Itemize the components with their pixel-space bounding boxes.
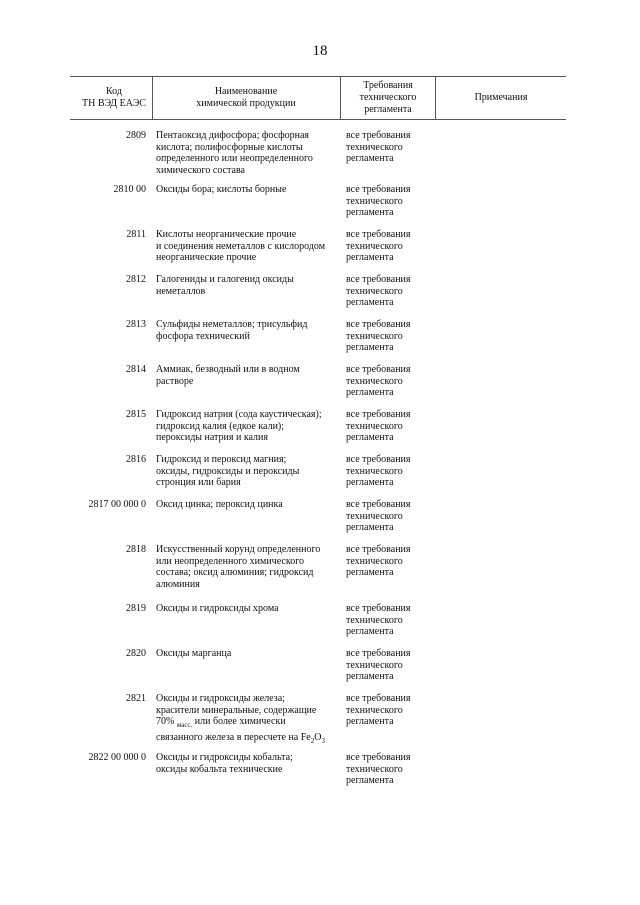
table-row <box>70 648 566 693</box>
row-name: Оксид цинка; пероксид цинка <box>156 499 283 510</box>
header-notes: Примечания <box>474 92 528 103</box>
row-requirements: все требования технического регламента <box>346 544 411 578</box>
row-name-line: связанного железа в пересчете на Fe <box>156 731 311 743</box>
table-row <box>70 364 566 409</box>
row-code: 2809 <box>126 130 146 141</box>
row-requirements: все требования технического регламента <box>346 130 411 164</box>
table-body <box>70 130 566 797</box>
formula-part: O <box>314 731 322 743</box>
row-requirements: все требования технического регламента <box>346 229 411 263</box>
row-name-line: красители минеральные, содержащие <box>156 704 317 716</box>
page-number: 18 <box>312 43 328 59</box>
row-name: Искусственный корунд определенного или неопределенного химического состава; оксид алюминия; гидроксид алюминия <box>156 544 321 590</box>
row-code: 2818 <box>126 544 146 555</box>
row-code: 2817 00 000 0 <box>88 499 146 510</box>
row-name: Гидроксид натрия (сода каустическая); гидроксид калия (едкое кали); пероксиды натрия и калия <box>156 409 322 443</box>
table-row <box>70 693 566 752</box>
table-row <box>70 184 566 229</box>
row-requirements: все требования технического регламента <box>346 319 411 353</box>
row-requirements: все требования технического регламента <box>346 454 411 488</box>
row-requirements: все требования технического регламента <box>346 648 411 682</box>
table-row <box>70 603 566 648</box>
row-code: 2814 <box>126 364 146 375</box>
row-name: Сульфиды неметаллов; трисульфид фосфора технический <box>156 319 308 342</box>
row-code: 2819 <box>126 603 146 614</box>
row-name: Пентаоксид дифосфора; фосфорная кислота; полифосфорные кислоты определенного или неопределенного химического состава <box>156 130 313 176</box>
row-requirements: все требования технического регламента <box>346 364 411 398</box>
row-name: Оксиды бора; кислоты борные <box>156 184 287 195</box>
row-name: Оксиды и гидроксиды кобальта; оксиды кобальта технические <box>156 752 293 775</box>
row-name: Гидроксид и пероксид магния; оксиды, гидроксиды и пероксиды стронция или бария <box>156 454 300 488</box>
row-code: 2822 00 000 0 <box>88 752 146 763</box>
row-name: Оксиды и гидроксиды хрома <box>156 603 279 614</box>
row-code: 2812 <box>126 274 146 285</box>
row-name: Кислоты неорганические прочие и соединения неметаллов с кислородом неорганические прочие <box>156 229 326 263</box>
row-name: Аммиак, безводный или в водном растворе <box>156 364 300 387</box>
row-name: Галогениды и галогенид оксиды неметаллов <box>156 274 294 297</box>
row-name-line: 70% <box>156 716 177 727</box>
row-code: 2811 <box>126 229 146 240</box>
row-requirements: все требования технического регламента <box>346 693 411 727</box>
table-row <box>70 499 566 544</box>
table-row <box>70 319 566 364</box>
table-row <box>70 130 566 184</box>
header-name: Наименование химической продукции <box>196 86 296 109</box>
row-requirements: все требования технического регламента <box>346 752 411 786</box>
mass-subscript: масс. <box>176 721 193 729</box>
formula-subscript: 2 <box>310 736 315 745</box>
row-name <box>156 693 340 747</box>
table-row <box>70 229 566 274</box>
row-requirements: все требования технического регламента <box>346 409 411 443</box>
row-requirements: все требования технического регламента <box>346 274 411 308</box>
table-row <box>70 752 566 797</box>
row-code: 2821 <box>126 693 146 704</box>
row-requirements: все требования технического регламента <box>346 184 411 218</box>
row-requirements: все требования технического регламента <box>346 499 411 533</box>
row-requirements: все требования технического регламента <box>346 603 411 637</box>
row-code: 2816 <box>126 454 146 465</box>
table-row <box>70 409 566 454</box>
row-code: 2820 <box>126 648 146 659</box>
table-row <box>70 454 566 499</box>
header-code: Код ТН ВЭД ЕАЭС <box>82 86 146 109</box>
row-code: 2813 <box>126 319 146 330</box>
row-code: 2815 <box>126 409 146 420</box>
table-row <box>70 274 566 319</box>
header-requirements: Требования технического регламента <box>359 80 417 115</box>
row-name-line: Оксиды и гидроксиды железа; <box>156 693 285 704</box>
formula-subscript: 3 <box>321 736 325 745</box>
row-name: Оксиды марганца <box>156 648 232 659</box>
table-header <box>70 76 566 120</box>
row-name-line: или более химически <box>192 716 286 727</box>
row-code: 2810 00 <box>113 184 146 195</box>
table-row <box>70 544 566 603</box>
